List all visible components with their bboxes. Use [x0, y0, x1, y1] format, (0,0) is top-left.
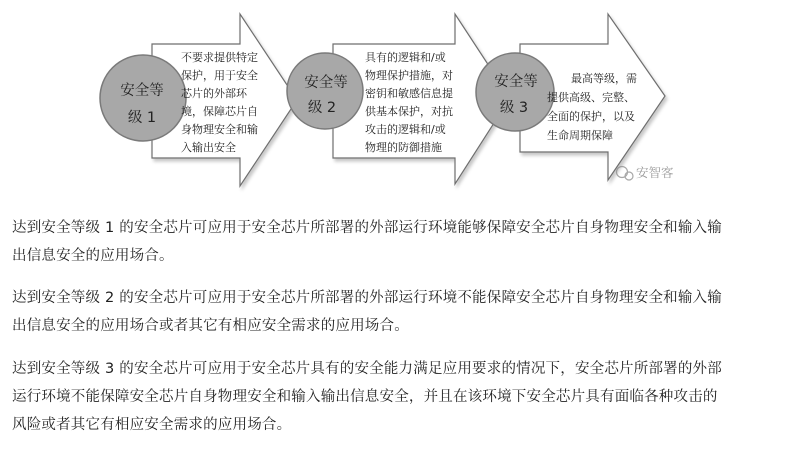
- level-1-desc-line-4: 境，保障芯片自: [181, 105, 258, 118]
- level-1-desc-line-5: 身物理安全和输: [181, 123, 258, 136]
- paragraph-level-3: [12, 355, 784, 439]
- level-1-circle-line-2: 级 1: [127, 110, 157, 126]
- level-2-desc-line-2: 物理保护措施，对: [365, 69, 453, 82]
- level-1-desc-line-2: 保护，用于安全: [181, 69, 258, 82]
- level-3-circle-line-2: 级 3: [499, 100, 529, 116]
- paragraph-level-1-line-1: 达到安全等级 1 的安全芯片可应用于安全芯片所部署的外部运行环境能够保障安全芯片自身物理安全和输入输: [12, 220, 722, 236]
- paragraphs: [12, 214, 784, 455]
- watermark-icon-bubble-large: [617, 167, 628, 178]
- level-3-desc-line-4: 生命周期保障: [547, 129, 613, 142]
- level-1-desc-line-6: 入输出安全: [181, 141, 236, 154]
- paragraph-level-3-line-3: 风险或者其它有相应安全需求的应用场合。: [12, 417, 292, 433]
- paragraph-level-3-line-1: 达到安全等级 3 的安全芯片可应用于安全芯片具有的安全能力满足应用要求的情况下，安全芯片所部署的外部: [12, 361, 722, 377]
- watermark-text: 安智客: [636, 165, 674, 180]
- paragraph-level-2: [12, 284, 784, 340]
- level-2-desc-line-6: 物理的防御措施: [365, 141, 442, 154]
- level-2-desc-line-3: 密钥和敏感信息提: [365, 87, 453, 100]
- security-level-diagram: [0, 0, 795, 210]
- level-2-desc-line-1: 具有的逻辑和/或: [365, 51, 446, 64]
- level-3-desc-line-1: 最高等级，需: [571, 72, 637, 85]
- level-3-circle: [476, 53, 554, 131]
- level-3-desc-line-2: 提供高级、完整、: [547, 91, 635, 104]
- level-2-desc-line-4: 供基本保护，对抗: [365, 105, 453, 118]
- level-1-desc-line-3: 芯片的外部环: [181, 87, 247, 100]
- level-2-desc-line-5: 攻击的逻辑和/或: [365, 123, 446, 136]
- level-1-desc-line-1: 不要求提供特定: [181, 51, 258, 64]
- paragraph-level-3-line-2: 运行环境不能保障安全芯片自身物理安全和输入输出信息安全，并且在该环境下安全芯片具有面临各种攻击的: [12, 389, 718, 405]
- paragraph-level-2-line-2: 出信息安全的应用场合或者其它有相应安全需求的应用场合。: [12, 318, 409, 334]
- paragraph-level-1: [12, 214, 784, 270]
- level-1-circle-line-1: 安全等: [120, 83, 164, 99]
- paragraph-level-1-line-2: 出信息安全的应用场合。: [12, 248, 174, 264]
- level-2-circle-line-1: 安全等: [304, 75, 348, 91]
- watermark: [617, 165, 675, 180]
- level-3-desc-line-3: 全面的保护，以及: [547, 110, 635, 123]
- level-3-circle-line-1: 安全等: [494, 74, 538, 90]
- paragraph-level-2-line-1: 达到安全等级 2 的安全芯片可应用于安全芯片所部署的外部运行环境不能保障安全芯片自身物理安全和输入输: [12, 290, 722, 306]
- level-2-circle-line-2: 级 2: [307, 100, 337, 116]
- level-2-circle: [287, 53, 363, 129]
